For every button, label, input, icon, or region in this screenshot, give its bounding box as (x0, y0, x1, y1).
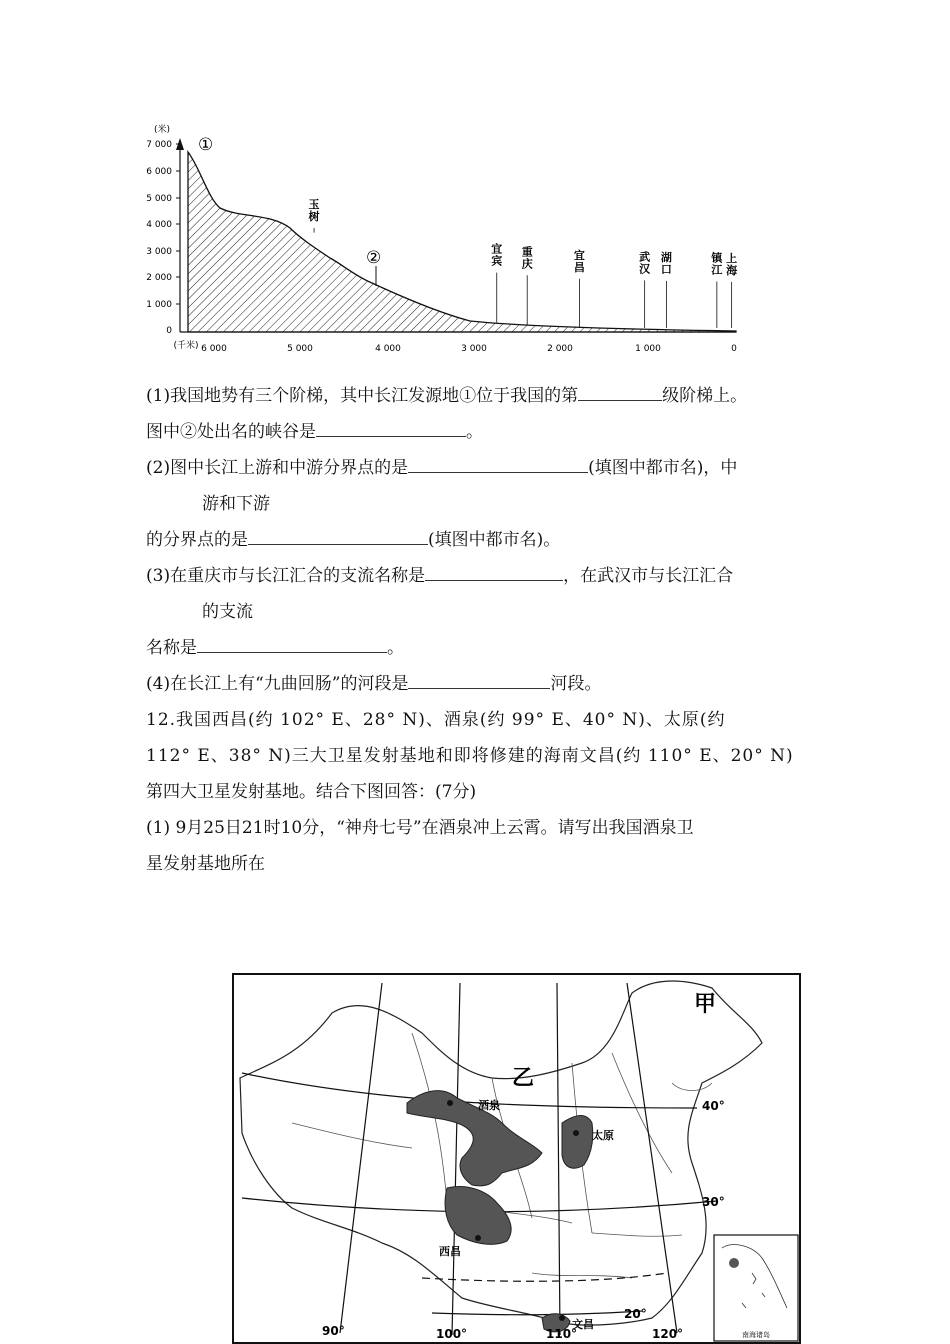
x-tick-label: 6 000 (201, 344, 227, 354)
answer-blank[interactable] (248, 522, 428, 545)
y-tick-label: 0 (166, 326, 172, 336)
city-label-char: 海 (726, 263, 738, 277)
y-tick-label: 2 000 (146, 273, 172, 283)
city-label-char: 昌 (573, 260, 585, 274)
city-label-jiuquan: 酒泉 (478, 1099, 500, 1112)
x-tick-label: 0 (731, 344, 737, 354)
lat-label-20: 20° (624, 1307, 647, 1321)
yangtze-elevation-profile (140, 118, 760, 368)
city-dot-taiyuan (573, 1130, 579, 1136)
q11-part3-line1: (3)在重庆市与长江汇合的支流名称是 ，在武汉市与长江汇合 (146, 558, 826, 594)
x-tick-label: 3 000 (461, 344, 487, 354)
q12-line2: 112° E、38° N)三大卫星发射基地和即将修建的海南文昌(约 110° E、20° N) (146, 746, 794, 766)
city-label-char: 重 (521, 245, 533, 259)
inset-caption: 南海诸岛 (742, 1331, 770, 1339)
y-tick-label: 5 000 (146, 194, 172, 204)
q12-line4: (1) 9月25日21时10分，“神舟七号”在酒泉冲上云霄。请写出我国酒泉卫 (146, 818, 694, 838)
lon-label-120: 120° (652, 1327, 684, 1341)
city-label-char: 武 (639, 250, 651, 264)
city-label-char: 宾 (491, 254, 503, 268)
x-tick-label: (千米) (173, 341, 199, 351)
city-label-char: 汉 (639, 262, 651, 276)
x-tick-label: 1 000 (635, 344, 661, 354)
q11-part1-line2: 图中②处出名的峡谷是 。 (146, 414, 826, 450)
city-label-char: 上 (726, 251, 738, 265)
y-tick-label: 1 000 (146, 300, 172, 310)
lat-label-40: 40° (702, 1099, 725, 1113)
city-label-char: 湖 (660, 250, 672, 264)
city-dot-xichang (475, 1235, 481, 1241)
y-tick-label: 7 000 (146, 140, 172, 150)
q12-line5: 星发射基地所在 (146, 854, 265, 874)
city-label-xichang: 西昌 (439, 1245, 461, 1258)
south-china-sea-inset (714, 1235, 798, 1341)
q11-part2-line1: (2)图中长江上游和中游分界点的是 (填图中都市名)，中 (146, 450, 826, 486)
map-label-jia: 甲 (694, 992, 717, 1017)
question-text (146, 378, 826, 882)
answer-blank[interactable] (408, 666, 550, 689)
map-label-yi: 乙 (512, 1066, 535, 1091)
lon-label-110: 110° (546, 1327, 578, 1341)
q11-part4: (4)在长江上有“九曲回肠”的河段是 河段。 (146, 666, 826, 702)
lon-label-100: 100° (436, 1327, 468, 1341)
x-tick-label: 5 000 (287, 344, 313, 354)
city-label-char: 宜 (491, 242, 503, 256)
source-marker: ① (198, 135, 214, 155)
x-tick-label: 2 000 (547, 344, 573, 354)
q11-part3-line3: 名称是 。 (146, 630, 826, 666)
city-label-char: 庆 (521, 257, 533, 271)
y-tick-labels (146, 140, 172, 336)
q11-part2-line2: 游和下游 (202, 494, 270, 514)
x-tick-labels (173, 339, 737, 354)
elevation-area (188, 152, 736, 332)
city-label-char: 宜 (573, 248, 585, 262)
city-label-char: 树 (308, 210, 320, 223)
q11-part2-line3: 的分界点的是 (填图中都市名)。 (146, 522, 826, 558)
answer-blank[interactable] (197, 630, 387, 653)
y-tick-label: 6 000 (146, 167, 172, 177)
q12-line1: 12.我国西昌(约 102° E、28° N)、酒泉(约 99° E、40° N)、太原(约 (146, 710, 726, 730)
x-tick-label: 4 000 (375, 344, 401, 354)
city-label-char: 镇 (711, 251, 723, 265)
answer-blank[interactable] (578, 378, 662, 401)
q11-part1-line1: (1)我国地势有三个阶梯，其中长江发源地①位于我国的第 级阶梯上。 (146, 378, 826, 414)
city-label-taiyuan: 太原 (592, 1129, 614, 1142)
city-label-char: 口 (660, 262, 672, 276)
y-tick-label: 3 000 (146, 247, 172, 257)
lon-label-90: 90° (322, 1324, 345, 1338)
city-label-char: 江 (711, 263, 723, 277)
y-tick-label: 4 000 (146, 220, 172, 230)
q11-part3-line2: 的支流 (202, 602, 253, 622)
city-label-wenchang: 文昌 (572, 1318, 594, 1331)
city-dot-wenchang (559, 1315, 565, 1321)
q12-line3: 第四大卫星发射基地。结合下图回答：(7分) (146, 782, 477, 802)
answer-blank[interactable] (316, 414, 466, 437)
china-launch-base-map (232, 973, 802, 1344)
gorge-marker: ② (366, 248, 382, 268)
lat-label-30: 30° (702, 1195, 725, 1209)
answer-blank[interactable] (408, 450, 588, 473)
city-dot-jiuquan (447, 1100, 453, 1106)
answer-blank[interactable] (425, 558, 563, 581)
y-axis-unit: (米) (154, 125, 171, 135)
city-label-char: 玉 (308, 198, 320, 211)
